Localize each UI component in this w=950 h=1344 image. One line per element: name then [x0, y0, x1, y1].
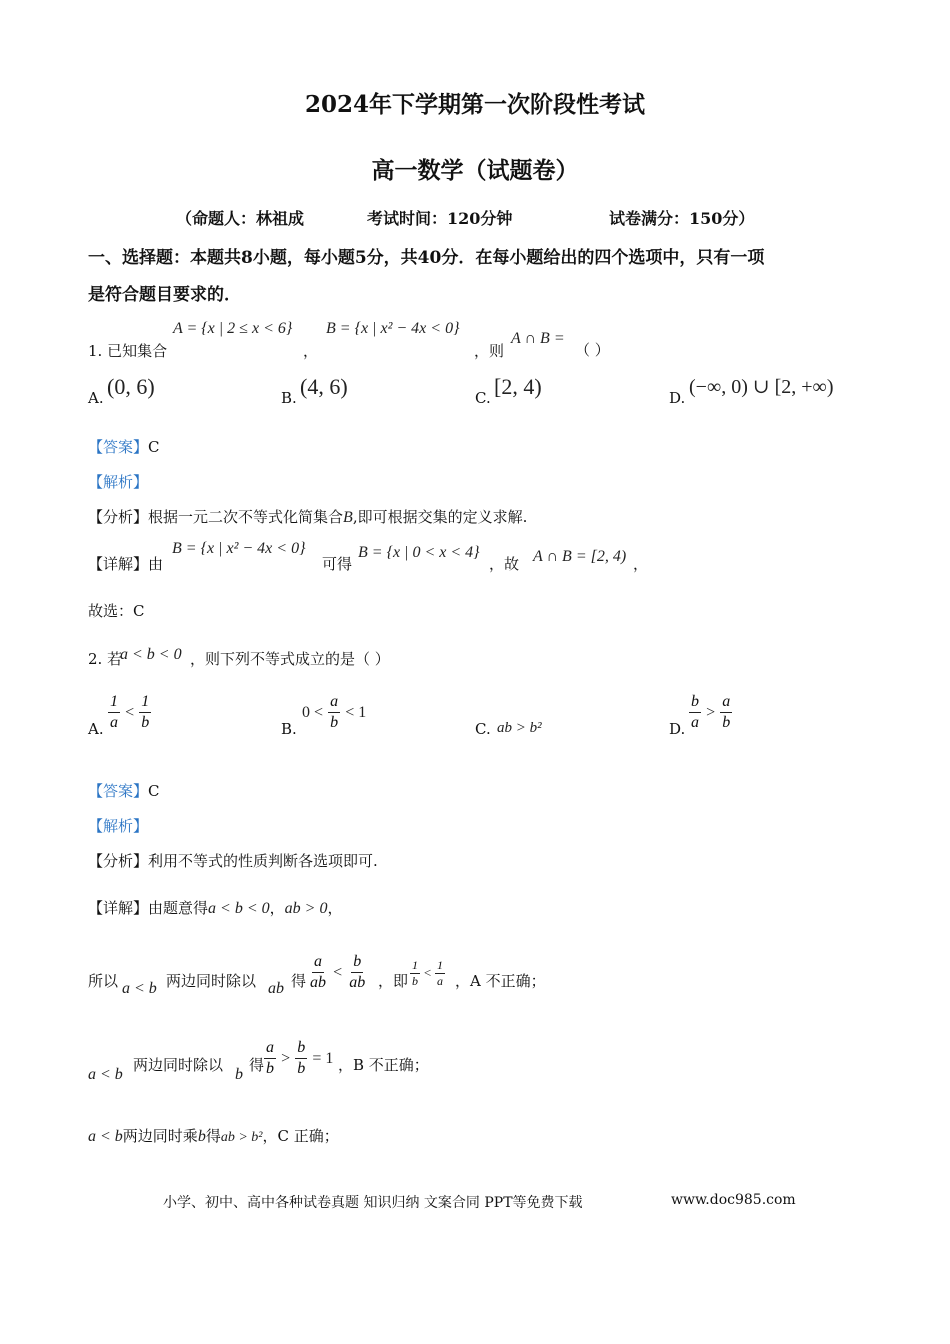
num: 1: [437, 958, 443, 972]
q2-l1-frac: [308, 952, 367, 993]
q2-analysis-tag: 【解析】: [88, 817, 149, 835]
footer-text: 小学、初中、高中各种试卷真题 知识归纳 文案合同 PPT等免费下载: [163, 1195, 583, 1211]
q2-l2-frac: [264, 1038, 333, 1079]
q2-l3: [88, 1125, 339, 1146]
op: <: [423, 965, 432, 980]
den: ab: [349, 974, 366, 991]
frac: [108, 692, 120, 733]
q2-l1-de: 得: [291, 972, 307, 990]
q2-answer: [88, 780, 160, 801]
author-info: （命题人：林祖成: [176, 209, 305, 228]
frac: [264, 1038, 276, 1079]
den: b: [266, 1060, 274, 1077]
q1-expr: A ∩ B =: [511, 330, 565, 347]
q2-detail-end: ，: [327, 899, 343, 917]
q1-detail-result: A ∩ B = [2, 4): [533, 548, 627, 565]
frac: [410, 958, 420, 989]
q2-l1-t1: 两边同时除以: [166, 972, 257, 990]
frac: [347, 952, 367, 993]
q2-detail: [88, 897, 342, 918]
den: a: [110, 714, 118, 731]
post: = 1: [312, 1050, 334, 1067]
q1-option-c-label: C.: [475, 389, 491, 407]
q1-detail-kede: 可得: [322, 555, 353, 573]
frac: [689, 692, 701, 733]
q1-detail-end: ，: [633, 555, 649, 573]
q2-fenxi-tag: 【分析】: [88, 852, 149, 870]
q1-option-b-label: B.: [281, 389, 297, 407]
q2-l2-m2: b: [235, 1066, 243, 1083]
q2-l3-m2: b: [197, 1128, 206, 1145]
q1-answer: [88, 436, 160, 457]
q2-l2-de: 得: [249, 1056, 265, 1074]
q2-l3-m1: a < b: [88, 1128, 123, 1145]
q1-detail-you: 由: [148, 555, 164, 573]
num: a: [312, 952, 324, 973]
q2-option-b: [302, 692, 366, 733]
q2-l2-m1: a < b: [88, 1066, 123, 1083]
q2-answer-value: C: [148, 782, 160, 800]
q2-option-b-label: B.: [281, 720, 297, 738]
q2-l3-tail: ，C 正确；: [262, 1127, 339, 1145]
num: 1: [108, 692, 120, 713]
q1-then: ，则: [474, 342, 505, 360]
q1-option-b: (4, 6): [300, 374, 348, 399]
exam-time: 考试时间：120分钟: [367, 209, 513, 228]
frac: [720, 692, 732, 733]
q2-detail-text: 由题意得: [148, 899, 209, 917]
num: 1: [412, 958, 418, 972]
q1-detail-tag-text: 【详解】: [88, 555, 149, 573]
den: b: [297, 1060, 306, 1077]
q2-l3-de: 得: [205, 1127, 221, 1145]
op: <: [125, 704, 135, 721]
frac: [295, 1038, 307, 1079]
q2-option-c-label: C.: [475, 720, 491, 738]
q2-answer-tag: 【答案】: [88, 782, 149, 800]
den: a: [437, 974, 443, 988]
full-score: 试卷满分：150分）: [609, 209, 755, 228]
q2-fenxi-text: 利用不等式的性质判断各选项即可.: [148, 852, 378, 870]
pre: 0 <: [302, 704, 324, 721]
q1-fenxi: [88, 506, 527, 527]
frac: [308, 952, 328, 993]
q2-l1-tail: ，A 不正确；: [455, 972, 546, 990]
q1-detail-tag: [88, 553, 163, 574]
q1-fenxi-tail: ,即可根据交集的定义求解.: [352, 508, 528, 526]
num: b: [689, 692, 701, 713]
q2-l2-t1: 两边同时除以: [133, 1056, 224, 1074]
op: >: [706, 704, 716, 721]
q2-option-a-label: A.: [88, 720, 104, 738]
q1-option-c: [2, 4): [494, 374, 542, 399]
q2-option-a: [108, 692, 151, 733]
q1-fenxi-tag: 【分析】: [88, 508, 149, 526]
q2-l1-frac2: [410, 958, 445, 989]
q1-option-d-label: D.: [669, 389, 686, 407]
q2-detail-m2: ab > 0: [284, 900, 328, 917]
num: a: [328, 692, 340, 713]
q2-detail-sep: ，: [269, 899, 285, 917]
post: < 1: [345, 704, 367, 721]
q1-comma: ，: [303, 342, 319, 360]
q2-detail-m1: a < b < 0: [208, 900, 270, 917]
num: 1: [139, 692, 151, 713]
q2-l3-t1: 两边同时乘: [122, 1127, 198, 1145]
q2-l1-ji: ，即: [378, 972, 409, 990]
num: a: [720, 692, 732, 713]
num: b: [351, 952, 363, 973]
op: >: [281, 1050, 291, 1067]
paper-subtitle: 高一数学（试题卷）: [371, 157, 579, 184]
frac: [328, 692, 340, 733]
q1-paren: （ ）: [575, 341, 610, 359]
q1-choose: 故选：C: [88, 602, 145, 620]
q1-setB: B = {x | x² − 4x < 0}: [326, 320, 460, 337]
q1-detail-setB: B = {x | x² − 4x < 0}: [172, 540, 306, 557]
q1-fenxi-text: 根据一元二次不等式化简集合: [148, 508, 344, 526]
q2-prefix: 2. 若: [88, 650, 123, 668]
q2-fenxi: [88, 850, 378, 871]
q1-prefix: 1. 已知集合: [88, 342, 168, 360]
den: b: [330, 714, 339, 731]
q1-setA: A = {x | 2 ≤ x < 6}: [173, 320, 293, 337]
q2-option-d: [689, 692, 732, 733]
den: a: [691, 714, 699, 731]
q2-cond: a < b < 0: [120, 646, 182, 663]
q1-analysis-tag: 【解析】: [88, 473, 149, 491]
q2-option-c: ab > b²: [497, 720, 542, 736]
q2-l2-tail: ，B 不正确；: [338, 1056, 429, 1074]
q2-question: ，则下列不等式成立的是（ ）: [190, 650, 390, 668]
op: <: [333, 964, 343, 981]
q1-answer-tag: 【答案】: [88, 438, 149, 456]
section-heading-line2: 是符合题目要求的．: [88, 285, 241, 305]
den: b: [412, 974, 418, 988]
q2-detail-tag: 【详解】: [88, 899, 149, 917]
exam-title: 2024年下学期第一次阶段性考试: [304, 91, 645, 118]
q1-answer-value: C: [148, 438, 160, 456]
section-heading-line1: 一、选择题：本题共8小题，每小题5分，共40分．在每小题给出的四个选项中，只有一项: [88, 248, 765, 268]
footer-url[interactable]: www.doc985.com: [671, 1192, 796, 1208]
q2-l1-suoyi: 所以: [88, 972, 119, 990]
den: ab: [310, 974, 326, 991]
q2-l3-m3: ab > b²: [220, 1130, 263, 1145]
q2-l1-m1: a < b: [122, 980, 157, 997]
q2-option-d-label: D.: [669, 720, 686, 738]
q1-option-a: (0, 6): [107, 374, 155, 399]
q1-option-d: (−∞, 0) ∪ [2, +∞): [689, 376, 834, 398]
frac: [139, 692, 151, 733]
frac: [435, 958, 445, 989]
q1-fenxi-var: B: [343, 509, 353, 526]
q2-l1-m2: ab: [268, 980, 284, 997]
q1-detail-gu: ，故: [489, 555, 520, 573]
den: b: [722, 714, 731, 731]
num: b: [295, 1038, 307, 1059]
q1-detail-setB2: B = {x | 0 < x < 4}: [358, 544, 480, 561]
num: a: [264, 1038, 276, 1059]
den: b: [141, 714, 150, 731]
q1-option-a-label: A.: [88, 389, 104, 407]
